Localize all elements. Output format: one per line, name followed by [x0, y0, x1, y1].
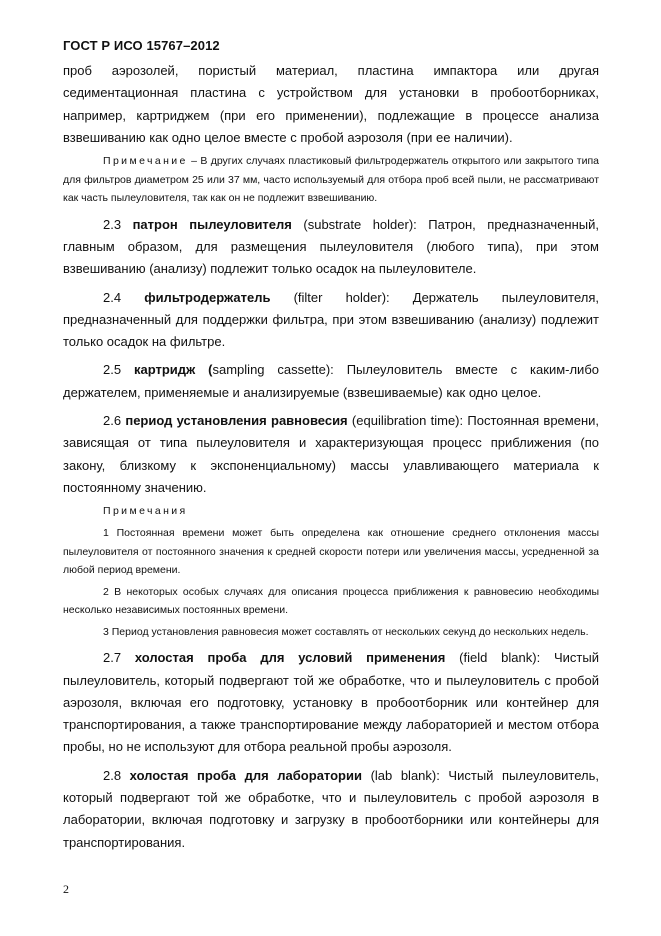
definition-2-4	[63, 287, 599, 354]
note-paragraph	[63, 152, 599, 208]
note-item: 1 Постоянная времени может быть определена как отношение среднего отклонения массы пылеуловителя от постоянного значения к средней скорости потери или увеличения массы, усредненной за любой период времени.	[63, 527, 599, 577]
definition-2-6	[63, 410, 599, 499]
definition-term: холостая проба для условий применения	[134, 650, 446, 666]
continuation-paragraph: проб аэрозолей, пористый материал, пластина импактора или другая седиментационная пластина с устройством для установки в пробоотборниках, например, картриджем (при его применении), подлежащие в процессе анализа взвешиванию как одно целое вместе с пробой аэрозоля (при ее наличии).	[63, 63, 599, 145]
definition-number: 2.4	[103, 289, 145, 305]
definition-term: фильтродержатель	[144, 289, 271, 305]
definition-text: (filter holder): Держатель пылеуловителя, предназначенный для поддержки фильтра, при этом взвешиванию (анализу) подлежит только осадок на фильтре.	[63, 289, 599, 350]
page-number: 2	[63, 882, 69, 896]
definition-2-7	[63, 647, 599, 758]
definition-term: холостая проба для лаборатории	[129, 767, 362, 783]
definition-text: (field blank): Чистый пылеуловитель, который подвергают той же обработке, что и пылеуловитель с пробой аэрозоля, включая его подготовку, установку в пробоотборник или контейнер для транспортирования, а также транспортирование между лабораторией и местом отбора пробы, но не используют для отбора реальной пробы аэрозоля.	[63, 650, 599, 755]
notes-heading: Примечания	[103, 505, 188, 518]
definition-term: период установления равновесия	[125, 413, 348, 429]
note-label: Примечание	[103, 155, 188, 168]
definition-text: (lab blank): Чистый пылеуловитель, который подвергают той же обработке, что и пылеуловитель с пробой аэрозоля в лаборатории, включая подготовку и загрузку в пробоотборники или контейнеры для транспортирования.	[63, 767, 599, 850]
definition-number: 2.6	[103, 413, 126, 429]
note-item: 3 Период установления равновесия может составлять от нескольких секунд до нескольких недель.	[103, 625, 589, 638]
definition-2-8	[63, 765, 599, 854]
definition-number: 2.8	[103, 767, 130, 783]
document-header-title: ГОСТ Р ИСО 15767–2012	[63, 38, 220, 53]
definition-term: картридж (	[133, 362, 213, 378]
page-content	[63, 60, 599, 854]
note-item: 2 В некоторых особых случаях для описания процесса приближения к равновесию необходимы несколько независимых постоянных времени.	[63, 585, 599, 617]
note-text: – В других случаях пластиковый фильтродержатель открытого или закрытого типа для фильтров диаметром 25 или 37 мм, часто используемый для отбора проб всей пыли, не рассматривают как часть пылеуловителя, так как он не подлежит взвешиванию.	[63, 155, 599, 205]
definition-number: 2.3	[103, 216, 133, 232]
definition-text: (equilibration time): Постоянная времени, зависящая от типа пылеуловителя и характеризующая процесс приближения (по закону, близкому к экспоненциальному) массы улавливающего материала к постоянному значению.	[63, 413, 600, 495]
definition-text: (substrate holder): Патрон, предназначенный, главным образом, для размещения пылеуловителя (любого типа), при этом взвешиванию (анализу) подлежит только осадок на пылеуловителе.	[63, 216, 600, 277]
definition-2-5	[63, 359, 599, 404]
definition-2-3	[63, 214, 599, 281]
definition-text: sampling cassette): Пылеуловитель вместе с каким-либо держателем, применяемые и анализируемые (взвешиваемые) как одно целое.	[63, 362, 599, 400]
definition-number: 2.5	[103, 362, 134, 378]
definition-term: патрон пылеуловителя	[132, 216, 292, 232]
definition-number: 2.7	[103, 650, 135, 666]
